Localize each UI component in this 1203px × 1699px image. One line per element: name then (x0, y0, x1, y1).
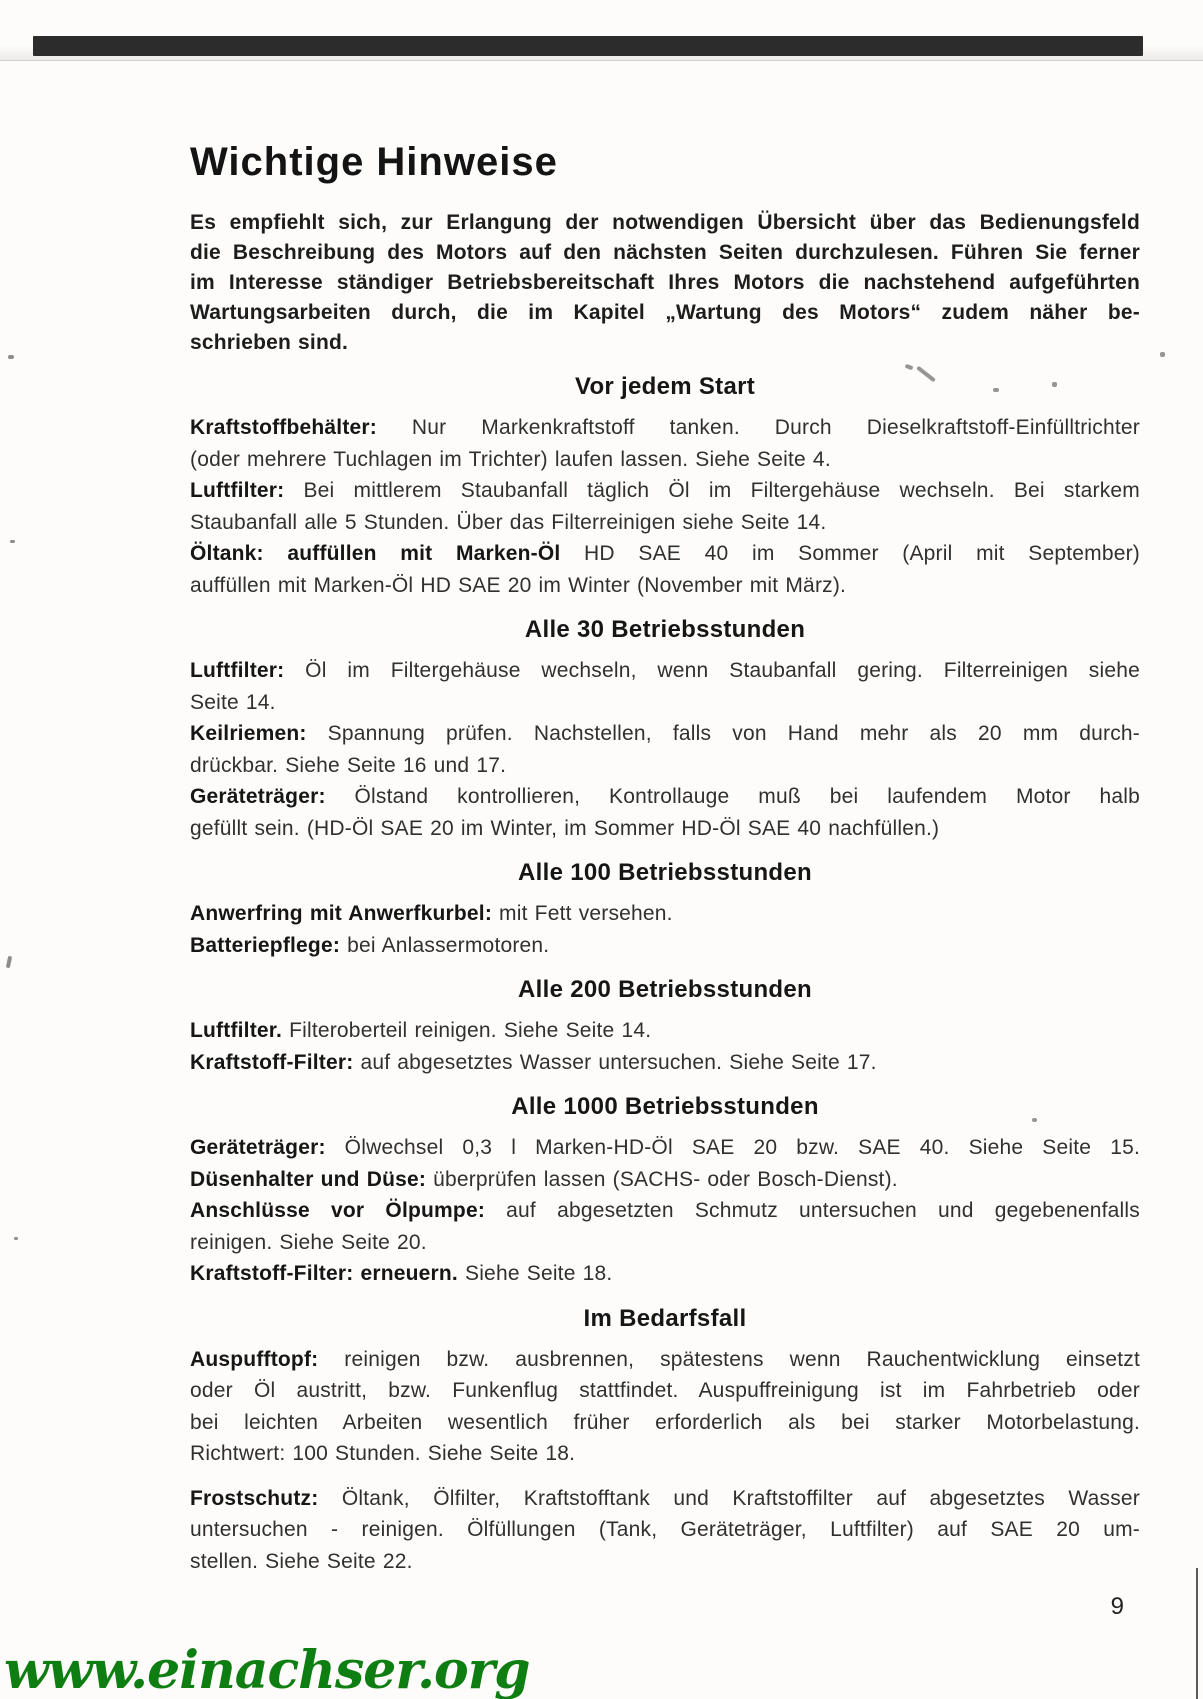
section-heading: Vor jedem Start (574, 373, 756, 400)
text-run: drückbar. Siehe Seite 16 und 17. (190, 753, 507, 777)
bold-lead-run: Öltank: auffüllen mit Marken-Öl (190, 542, 561, 565)
text-run: die Beschreibung des Motors auf den nächsten Seiten durchzulesen. Führen Sie ferner (190, 241, 1140, 264)
text-line (190, 1514, 1140, 1546)
text-run: Richtwert: 100 Stunden. Siehe Seite 18. (190, 1442, 576, 1465)
text-line (190, 268, 1140, 298)
paragraph (190, 930, 1140, 962)
paragraph (190, 1258, 1140, 1290)
text-run: Seite 14. (190, 690, 276, 714)
bold-lead-run: Geräteträger: (190, 785, 326, 808)
paragraph (190, 718, 1140, 781)
scan-speck (14, 1237, 18, 1240)
text-line (190, 1195, 1140, 1227)
paragraph (190, 538, 1140, 601)
paragraph (190, 1015, 1140, 1047)
intro-paragraph (190, 208, 1140, 358)
text-line (190, 238, 1140, 268)
section-heading: Alle 100 Betriebsstunden (518, 859, 812, 886)
text-run: gefüllt sein. (HD-Öl SAE 20 im Winter, im Sommer HD-Öl SAE 40 nachfüllen.) (190, 816, 940, 840)
text-run: Bei mittlerem Staubanfall täglich Öl im Filtergehäuse wechseln. Bei starkem (284, 479, 1140, 502)
text-run: bei leichten Arbeiten wesentlich früher erforderlich als bei starker Motorbelastung. (190, 1410, 1140, 1434)
text-run: auf abgesetztes Wasser untersuchen. Siehe Seite 17. (353, 1050, 877, 1074)
section (190, 372, 1140, 601)
text-line (190, 655, 1140, 687)
text-run: reinigen bzw. ausbrennen, spätestens wenn Rauchentwicklung einsetzt (318, 1347, 1140, 1371)
document-content (190, 140, 1140, 1621)
bold-lead-run: Batteriepflege: (190, 933, 341, 957)
paragraph (190, 1195, 1140, 1258)
paragraph (190, 898, 1140, 930)
text-run: stellen. Siehe Seite 22. (190, 1549, 413, 1573)
section (190, 1092, 1140, 1290)
text-run: Öltank, Ölfilter, Kraftstofftank und Kraftstoffilter auf abgesetztes Wasser (318, 1486, 1140, 1510)
page-title: Wichtige Hinweise (190, 140, 558, 184)
scan-speck (10, 540, 15, 543)
text-line (190, 1483, 1140, 1515)
sections-container (190, 372, 1140, 1577)
text-run: reinigen. Siehe Seite 20. (190, 1230, 427, 1254)
text-line (190, 1546, 1140, 1578)
text-line (190, 570, 1140, 602)
bold-lead-run: Kraftstoff-Filter: erneuern. (190, 1262, 458, 1285)
bold-lead-run: Anschlüsse vor Ölpumpe: (190, 1199, 486, 1222)
paragraph (190, 1483, 1140, 1578)
text-run: auf abgesetzten Schmutz untersuchen und gegebenenfalls (485, 1199, 1140, 1222)
bold-lead-run: Luftfilter. (190, 1019, 283, 1042)
text-line (190, 1227, 1140, 1259)
bold-lead-run: Luftfilter: (190, 659, 285, 682)
section (190, 975, 1140, 1078)
text-line (190, 298, 1140, 328)
text-line (190, 328, 1140, 358)
text-line (190, 444, 1140, 476)
section-heading: Alle 1000 Betriebsstunden (511, 1093, 819, 1120)
bold-lead-run: Kraftstoffbehälter: (190, 416, 377, 439)
watermark-url-text: www.einachser.org (4, 1640, 530, 1699)
scan-speck (6, 956, 12, 969)
text-line (190, 208, 1140, 238)
scan-top-bar (33, 36, 1143, 56)
pencil-smudge (1160, 352, 1165, 357)
bold-lead-run: Kraftstoff-Filter: (190, 1050, 354, 1074)
bold-lead-run: Auspufftopf: (190, 1347, 319, 1371)
text-run: Wartungsarbeiten durch, die im Kapitel „Wartung des Motors“ zudem näher be- (190, 301, 1140, 324)
text-line (190, 750, 1140, 782)
section (190, 1304, 1140, 1578)
paragraph (190, 1047, 1140, 1079)
text-line (190, 781, 1140, 813)
text-line (190, 1344, 1140, 1376)
paragraph (190, 1344, 1140, 1470)
paragraph (190, 655, 1140, 718)
section-heading: Alle 30 Betriebsstunden (524, 616, 806, 643)
text-line (190, 1438, 1140, 1470)
text-run: Spannung prüfen. Nachstellen, falls von Hand mehr als 20 mm durch- (306, 722, 1140, 745)
text-run: Staubanfall alle 5 Stunden. Über das Filterreinigen siehe Seite 14. (190, 510, 827, 534)
text-line (190, 412, 1140, 444)
scan-page-edge-line (1196, 1568, 1198, 1699)
section (190, 858, 1140, 961)
paragraph (190, 1132, 1140, 1164)
text-run: untersuchen - reinigen. Ölfüllungen (Tank, Geräteträger, Luftfilter) auf SAE 20 um- (190, 1518, 1140, 1541)
text-run: Es empfiehlt sich, zur Erlangung der notwendigen Übersicht über das Bedienungsfeld (190, 211, 1140, 234)
bold-lead-run: Geräteträger: (190, 1136, 326, 1159)
text-run: auffüllen mit Marken-Öl HD SAE 20 im Winter (November mit März). (190, 573, 847, 597)
section (190, 615, 1140, 844)
text-run: mit Fett versehen. (492, 902, 673, 925)
bold-lead-run: Düsenhalter und Düse: (190, 1167, 427, 1191)
text-run: Ölwechsel 0,3 l Marken-HD-Öl SAE 20 bzw. SAE 40. Siehe Seite 15. (325, 1136, 1140, 1159)
text-run: im Interesse ständiger Betriebsbereitschaft Ihres Motors die nachstehend aufgeführten (190, 271, 1140, 294)
paragraph (190, 412, 1140, 475)
text-run: oder Öl austritt, bzw. Funkenflug stattfindet. Auspuffreinigung ist im Fahrbetrieb oder (190, 1379, 1140, 1402)
text-line (190, 718, 1140, 750)
section-heading: Im Bedarfsfall (583, 1304, 747, 1332)
text-run: Filteroberteil reinigen. Siehe Seite 14. (282, 1019, 652, 1042)
text-line (190, 1047, 1140, 1079)
text-line (190, 898, 1140, 930)
text-line (190, 475, 1140, 507)
text-line (190, 813, 1140, 845)
text-line (190, 1258, 1140, 1290)
text-line (190, 1407, 1140, 1439)
text-run: bei Anlassermotoren. (340, 933, 550, 957)
paragraph (190, 781, 1140, 844)
text-line (190, 1164, 1140, 1196)
text-run: Ölstand kontrollieren, Kontrollauge muß bei laufendem Motor halb (325, 785, 1140, 808)
bold-lead-run: Keilriemen: (190, 722, 307, 745)
text-line (190, 507, 1140, 539)
text-run: HD SAE 40 im Sommer (April mit September) (560, 542, 1141, 565)
text-run: schrieben sind. (190, 331, 349, 354)
text-line (190, 1375, 1140, 1407)
page-number: 9 (1110, 1593, 1124, 1620)
text-line (190, 1015, 1140, 1047)
paragraph (190, 475, 1140, 538)
text-run: Siehe Seite 18. (457, 1262, 613, 1285)
bold-lead-run: Anwerfring mit Anwerfkurbel: (190, 902, 493, 925)
bold-lead-run: Frostschutz: (190, 1486, 319, 1510)
text-run: (oder mehrere Tuchlagen im Trichter) laufen lassen. Siehe Seite 4. (190, 447, 831, 471)
scan-speck (8, 355, 14, 359)
text-run: überprüfen lassen (SACHS- oder Bosch-Dienst). (426, 1167, 898, 1191)
text-line (190, 1132, 1140, 1164)
bold-lead-run: Luftfilter: (190, 479, 285, 502)
text-line (190, 930, 1140, 962)
text-line (190, 538, 1140, 570)
text-run: Öl im Filtergehäuse wechseln, wenn Staubanfall gering. Filterreinigen siehe (284, 659, 1140, 682)
paragraph (190, 1164, 1140, 1196)
text-line (190, 687, 1140, 719)
section-heading: Alle 200 Betriebsstunden (518, 976, 812, 1003)
text-run: Nur Markenkraftstoff tanken. Durch Dieselkraftstoff-Einfülltrichter (376, 416, 1140, 439)
